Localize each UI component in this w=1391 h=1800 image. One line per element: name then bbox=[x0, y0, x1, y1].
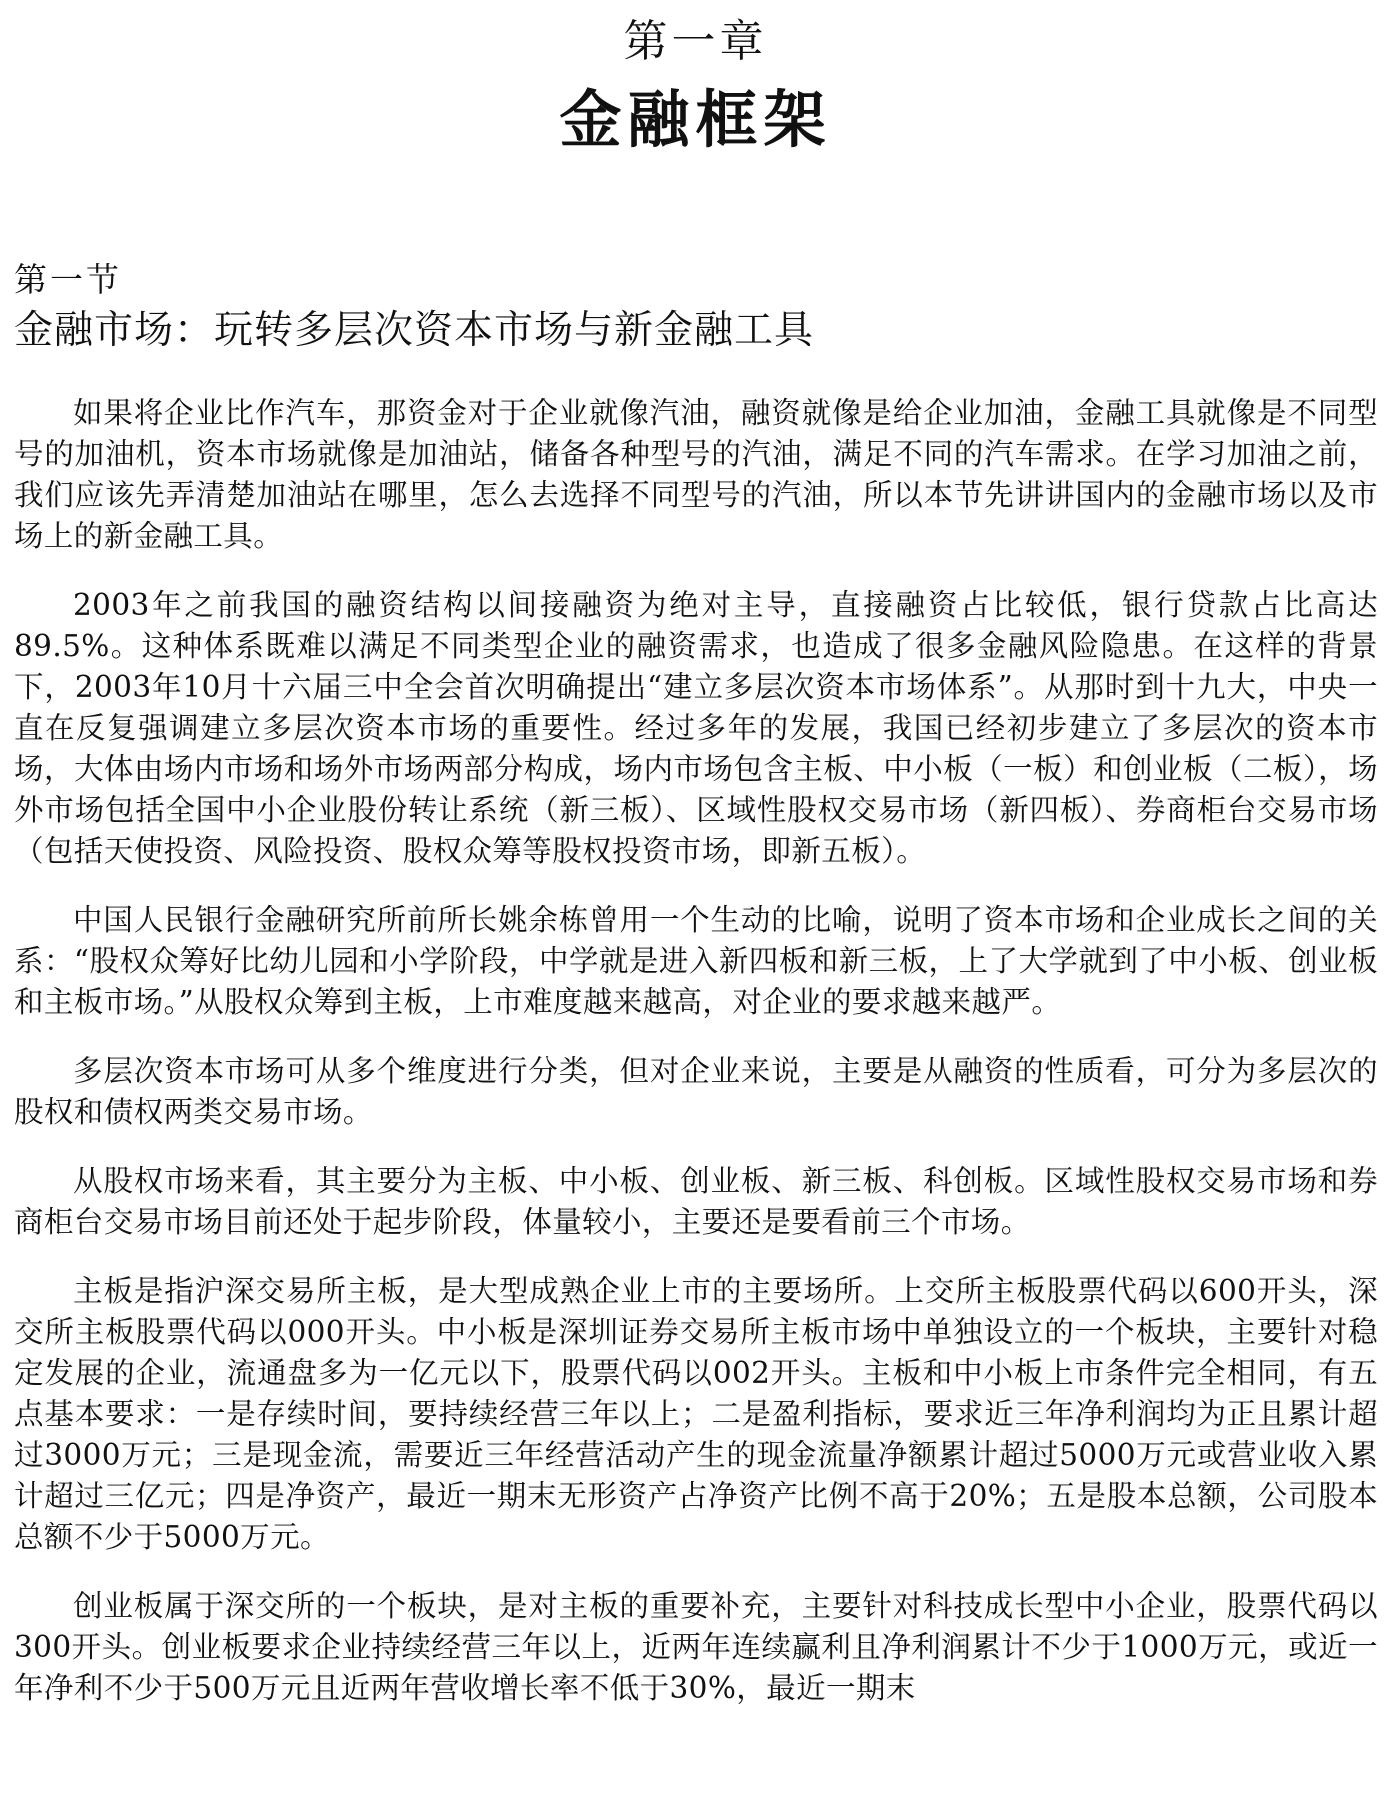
chapter-label: 第一章 bbox=[623, 16, 768, 67]
paragraph: 多层次资本市场可从多个维度进行分类，但对企业来说，主要是从融资的性质看，可分为多层次的股权和债权两类交易市场。 bbox=[14, 1054, 1378, 1129]
paragraph: 创业板属于深交所的一个板块，是对主板的重要补充，主要针对科技成长型中小企业，股票代码以300开头。创业板要求企业持续经营三年以上，近两年连续赢利且净利润累计不少于1000万元，或近一年净利不少于500万元且近两年营收增长率不低于30%，最近一期末 bbox=[14, 1589, 1378, 1705]
paragraph: 主板是指沪深交易所主板，是大型成熟企业上市的主要场所。上交所主板股票代码以600开头，深交所主板股票代码以000开头。中小板是深圳证券交易所主板市场中单独设立的一个板块，主要针对稳定发展的企业，流通盘多为一亿元以下，股票代码以002开头。主板和中小板上市条件完全相同，有五点基本要求：一是存续时间，要持续经营三年以上；二是盈利指标，要求近三年净利润均为正且累计超过3000万元；三是现金流，需要近三年经营活动产生的现金流量净额累计超过5000万元或营业收入累计超过三亿元；四是净资产，最近一期末无形资产占净资产比例不高于20%；五是股本总额，公司股本总额不少于5000万元。 bbox=[14, 1274, 1378, 1554]
paragraph: 2003年之前我国的融资结构以间接融资为绝对主导，直接融资占比较低，银行贷款占比高达89.5%。这种体系既难以满足不同类型企业的融资需求，也造成了很多金融风险隐患。在这样的背景下，2003年10月十六届三中全会首次明确提出“建立多层次资本市场体系”。从那时到十九大，中央一直在反复强调建立多层次资本市场的重要性。经过多年的发展，我国已经初步建立了多层次的资本市场，大体由场内市场和场外市场两部分构成，场内市场包含主板、中小板（一板）和创业板（二板），场外市场包括全国中小企业股份转让系统（新三板）、区域性股权交易市场（新四板）、券商柜台交易市场（包括天使投资、风险投资、股权众筹等股权投资市场，即新五板）。 bbox=[14, 588, 1378, 868]
paragraph: 中国人民银行金融研究所前所长姚余栋曾用一个生动的比喻，说明了资本市场和企业成长之间的关系：“股权众筹好比幼儿园和小学阶段，中学就是进入新四板和新三板，上了大学就到了中小板、创业板和主板市场。”从股权众筹到主板，上市难度越来越高，对企业的要求越来越严。 bbox=[14, 903, 1378, 1019]
section-title: 金融市场：玩转多层次资本市场与新金融工具 bbox=[14, 308, 815, 353]
body-text bbox=[14, 393, 1378, 1737]
paragraph: 从股权市场来看，其主要分为主板、中小板、创业板、新三板、科创板。区域性股权交易市场和券商柜台交易市场目前还处于起步阶段，体量较小，主要还是要看前三个市场。 bbox=[14, 1164, 1378, 1239]
paragraph: 如果将企业比作汽车，那资金对于企业就像汽油，融资就像是给企业加油，金融工具就像是不同型号的加油机，资本市场就像是加油站，储备各种型号的汽油，满足不同的汽车需求。在学习加油之前，我们应该先弄清楚加油站在哪里，怎么去选择不同型号的汽油，所以本节先讲讲国内的金融市场以及市场上的新金融工具。 bbox=[14, 396, 1378, 553]
section-label: 第一节 bbox=[14, 260, 122, 299]
chapter-title: 金融框架 bbox=[559, 83, 832, 156]
